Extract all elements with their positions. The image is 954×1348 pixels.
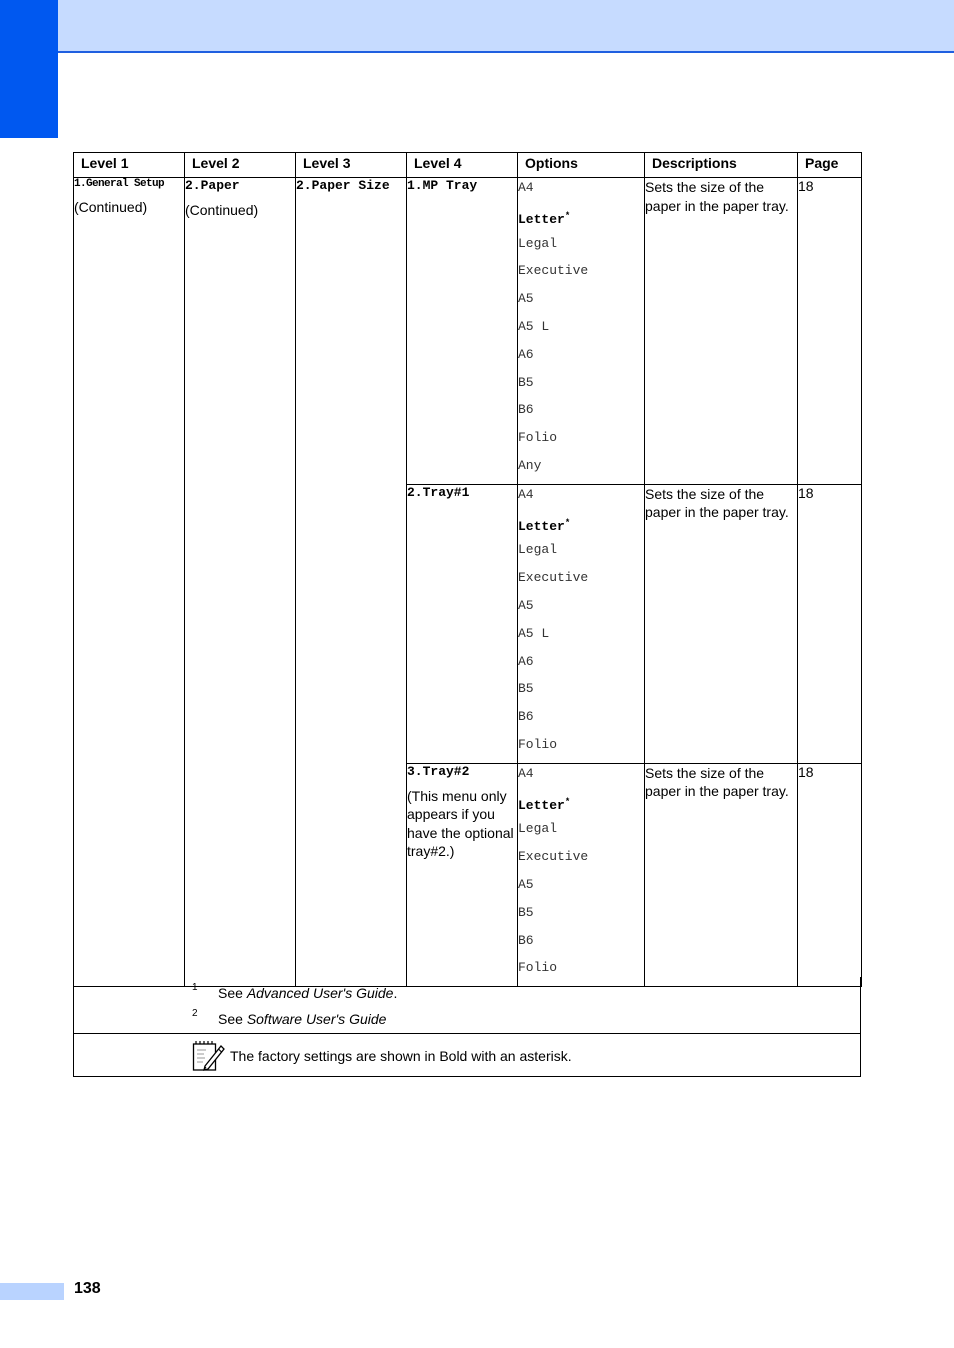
options-list <box>518 485 644 763</box>
level4-label: 2.Tray#1 <box>407 484 470 500</box>
option-item: A5 <box>518 291 534 307</box>
description-text: Sets the size of the paper in the paper tray. <box>645 764 789 800</box>
footnote <box>218 985 397 1001</box>
option-item: A4 <box>518 180 534 195</box>
footer-tab <box>0 1283 64 1300</box>
description-cell <box>645 484 798 763</box>
option-item: Letter* <box>518 796 571 813</box>
level1-cell <box>74 178 185 987</box>
option-item: A4 <box>518 765 534 781</box>
menu-table <box>73 152 862 987</box>
col-header-level3: Level 3 <box>296 153 407 178</box>
footnote-number: 1 <box>192 982 198 993</box>
option-item: A6 <box>518 653 534 669</box>
option-item: Executive <box>518 849 589 865</box>
page-number: 138 <box>74 1280 101 1297</box>
option-item: A4 <box>518 486 534 502</box>
description-text: Sets the size of the paper in the paper tray. <box>645 485 789 521</box>
level3-label: 2.Paper Size <box>296 178 390 193</box>
options-list <box>518 764 644 986</box>
option-item: Executive <box>518 263 589 279</box>
footnote-title: Advanced User's Guide <box>246 985 394 1001</box>
option-item: Folio <box>518 430 558 446</box>
level2-continued: (Continued) <box>185 202 259 218</box>
col-header-level1: Level 1 <box>74 153 185 178</box>
option-item: A5 L <box>518 625 550 641</box>
option-item: A5 <box>518 876 534 892</box>
default-marker: * <box>564 210 571 221</box>
option-item: Legal <box>518 235 558 251</box>
options-list <box>518 178 644 484</box>
level2-label: 2.Paper <box>185 178 240 193</box>
level4-label: 3.Tray#2 <box>407 763 470 779</box>
level1-label: 1.General Setup <box>74 178 165 190</box>
option-item: Legal <box>518 542 558 558</box>
default-marker: * <box>564 517 571 528</box>
header-band <box>0 0 954 53</box>
level1-continued: (Continued) <box>74 199 148 215</box>
col-header-level2: Level 2 <box>185 153 296 178</box>
option-item: B6 <box>518 709 534 725</box>
description-cell <box>645 178 798 485</box>
level2-cell <box>185 178 296 987</box>
option-item: A5 <box>518 597 534 613</box>
table-row <box>74 178 862 485</box>
option-item: A6 <box>518 346 534 362</box>
description-cell <box>645 763 798 986</box>
footnote-number: 2 <box>192 1008 198 1019</box>
col-header-descriptions: Descriptions <box>645 153 798 178</box>
note-pencil-icon <box>192 1039 226 1072</box>
chapter-tab <box>0 0 58 138</box>
options-cell <box>518 484 645 763</box>
option-item: Letter* <box>518 210 571 227</box>
option-item: Letter* <box>518 517 571 534</box>
footnote-suffix: . <box>393 985 398 1001</box>
option-item: A5 L <box>518 318 550 334</box>
footnote-prefix: See <box>218 985 247 1001</box>
option-item: B6 <box>518 402 534 418</box>
notes-divider <box>74 1033 860 1034</box>
level4-label: 1.MP Tray <box>407 178 478 193</box>
option-item: Any <box>518 457 542 473</box>
level4-note: (This menu only appears if you have the optional tray#2.) <box>407 787 514 860</box>
col-header-page: Page <box>798 153 862 178</box>
option-item: Folio <box>518 736 558 752</box>
level4-cell <box>407 484 518 763</box>
footnote-prefix: See <box>218 1011 247 1027</box>
description-text: Sets the size of the paper in the paper tray. <box>645 179 789 214</box>
page-cell <box>798 178 862 485</box>
page-cell <box>798 763 862 986</box>
option-item: B5 <box>518 374 534 390</box>
option-item: Folio <box>518 960 558 976</box>
options-cell <box>518 763 645 986</box>
page-cell <box>798 484 862 763</box>
footnote <box>218 1011 386 1027</box>
page-ref: 18 <box>798 178 814 194</box>
level4-cell <box>407 178 518 485</box>
notes-box <box>73 977 861 1077</box>
note-text: The factory settings are shown in Bold with an asterisk. <box>230 1048 572 1064</box>
option-item: B5 <box>518 681 534 697</box>
col-header-options: Options <box>518 153 645 178</box>
footnote-title: Software User's Guide <box>246 1011 387 1027</box>
option-item: Legal <box>518 821 558 837</box>
level3-cell <box>296 178 407 987</box>
level4-cell <box>407 763 518 986</box>
table-header-row <box>74 153 862 178</box>
default-marker: * <box>564 796 571 807</box>
page-ref: 18 <box>798 484 814 501</box>
options-cell <box>518 178 645 485</box>
option-item: Executive <box>518 570 589 586</box>
option-item: B6 <box>518 932 534 948</box>
option-item: B5 <box>518 904 534 920</box>
col-header-level4: Level 4 <box>407 153 518 178</box>
page-ref: 18 <box>798 763 814 780</box>
